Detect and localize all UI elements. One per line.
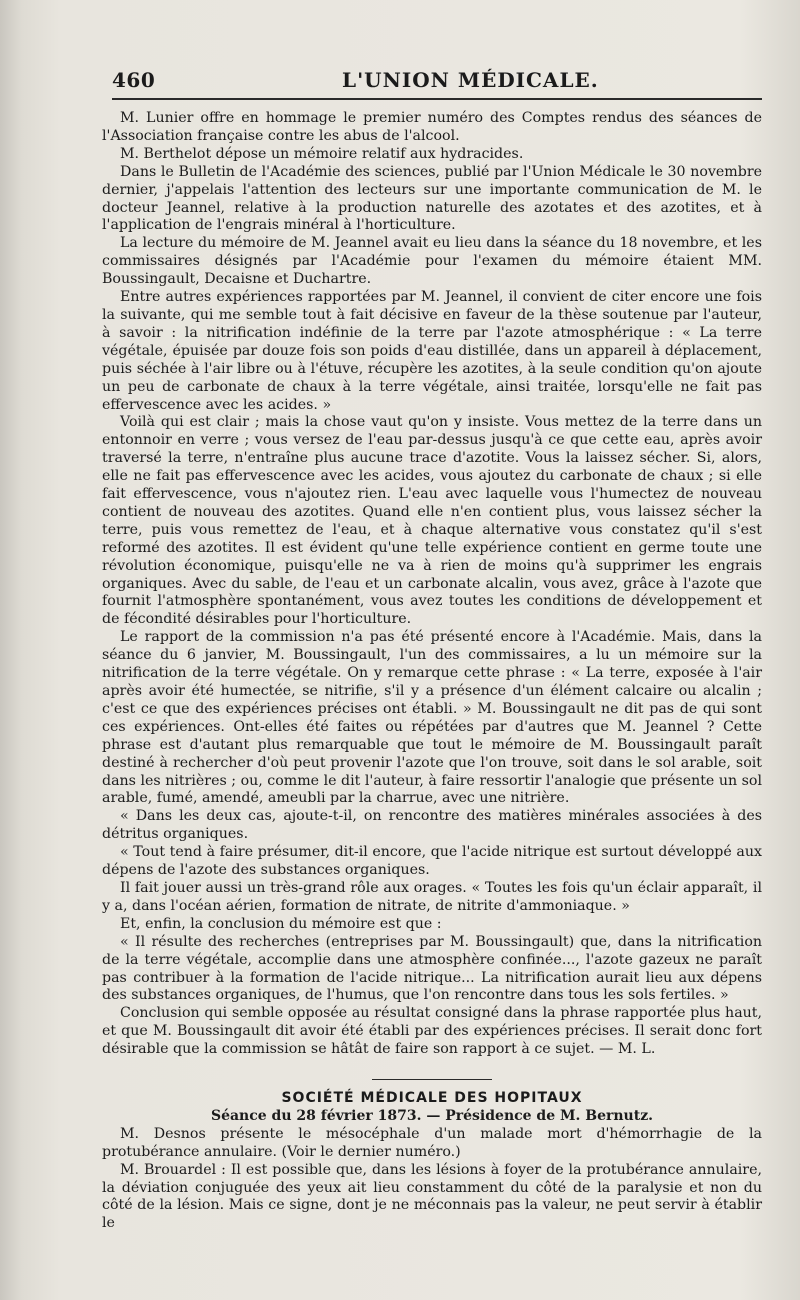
running-head xyxy=(112,68,762,96)
paragraph-quote-tout-tend: « Tout tend à faire présumer, dit-il encore, que l'acide nitrique est surtout développé aux dépens de l'azote des substances organiques. xyxy=(102,844,762,879)
paragraph-berthelot: M. Berthelot dépose un mémoire relatif aux hydracides. xyxy=(120,145,524,162)
section-title: SOCIÉTÉ MÉDICALE DES HOPITAUX xyxy=(281,1090,583,1107)
paragraph-orages: Il fait jouer aussi un très-grand rôle aux orages. « Toutes les fois qu'un éclair apparaît, il y a, dans l'océan aérien, formation de nitrate, de nitrite d'ammoniaque. » xyxy=(102,879,762,914)
paragraph-lunier: M. Lunier offre en hommage le premier numéro des Comptes rendus des séances de l'Association française contre les abus de l'alcool. xyxy=(102,110,762,144)
journal-title: L'UNION MÉDICALE. xyxy=(342,68,599,92)
paragraph-lecture: La lecture du mémoire de M. Jeannel avait eu lieu dans la séance du 18 novembre, et les commissaires désignés par l'Académie pour l'examen du mémoire étaient MM. Boussingault, Decaisne et Duchartre. xyxy=(102,235,762,288)
paragraph-experiences: Entre autres expériences rapportées par M. Jeannel, il convient de citer encore une fois la suivante, qui me semble tout à fait décisive en faveur de la thèse soutenue par l'auteur, à savoir : la nitrification indéfinie de la terre par l'azote atmosphérique : « La terre végétale, épuisée par douze fois son poids d'eau distillée, dans un appareil à déplacement, puis séchée à l'air libre ou à l'étuve, récupère les azotites, à la seule condition qu'on ajoute un peu de carbonate de chaux à la terre végétale, ainsi traitée, lorsqu'elle ne fait pas effervescence avec les acides. » xyxy=(102,289,762,413)
paragraph-quote-resulte: « Il résulte des recherches (entreprises par M. Boussingault) que, dans la nitrification de la terre végétale, accomplie dans une atmosphère confinée..., l'azote gazeux ne paraît pas contribuer à la formation de l'acide nitrique... La nitrification aurait lieu aux dépens des substances organiques, de l'humus, que l'on rencontre dans tous les sols fertiles. » xyxy=(102,933,762,1004)
page-number: 460 xyxy=(112,68,156,92)
section-divider xyxy=(372,1079,492,1080)
paragraph-brouardel: M. Brouardel : Il est possible que, dans les lésions à foyer de la protubérance annulaire, la déviation conjuguée des yeux ait lieu constamment du côté de la paralysie et non du côté de la lésion. Mais ce signe, dont je ne méconnais pas la valeur, ne peut servir à établir le xyxy=(102,1161,762,1232)
paragraph-conclusion-intro: Et, enfin, la conclusion du mémoire est que : xyxy=(120,915,442,932)
header-rule xyxy=(112,98,762,100)
paragraph-voila: Voilà qui est clair ; mais la chose vaut qu'on y insiste. Vous mettez de la terre dans un entonnoir en verre ; vous versez de l'eau par-dessus jusqu'à ce que cette eau, après avoir traversé la terre, n'entraîne plus aucune trace d'azotite. Vous la laissez sécher. Si, alors, elle ne fait pas effervescence avec les acides, vous ajoutez du carbonate de chaux ; si elle fait effervescence, vous n'ajoutez rien. L'eau avec laquelle vous l'humectez de nouveau contient de nouveau des azotites. Quand elle n'en contient plus, vous laissez sécher la terre, puis vous remettez de l'eau, et à chaque alternative vous constatez qu'il s'est reformé des azotites. Il est évident qu'une telle expérience contient en germe toute une révolution économique, puisqu'elle ne va à rien de moins qu'à supprimer les engrais organiques. Avec du sable, de l'eau et un carbonate alcalin, vous avez, grâce à l'azote que fournit l'atmosphère spontanément, vous avez toutes les conditions de développement et de fécondité désirables pour l'horticulture. xyxy=(102,414,762,628)
paragraph-quote-deux-cas: « Dans les deux cas, ajoute-t-il, on rencontre des matières minérales associées à des détritus organiques. xyxy=(102,808,762,843)
session-line: Séance du 28 février 1873. — Présidence de M. Bernutz. xyxy=(210,1107,654,1124)
paragraph-bulletin: Dans le Bulletin de l'Académie des sciences, publié par l'Union Médicale le 30 novembre dernier, j'appelais l'attention des lecteurs sur une importante communication de M. le docteur Jeannel, relative à la production naturelle des azotates et des azotites, et à l'application de l'engrais minéral à l'horticulture. xyxy=(102,163,762,234)
paragraph-desnos: M. Desnos présente le mésocéphale d'un malade mort d'hémorrhagie de la protubérance annulaire. (Voir le dernier numéro.) xyxy=(102,1125,762,1160)
paragraph-rapport: Le rapport de la commission n'a pas été présenté encore à l'Académie. Mais, dans la séance du 6 janvier, M. Boussingault, l'un des commissaires, a lu un mémoire sur la nitrification de la terre végétale. On y remarque cette phrase : « La terre, exposée à l'air après avoir été humectée, se nitrifie, s'il y a présence d'un élément calcaire ou alcalin ; c'est ce que des expériences précises ont établi. » M. Boussingault ne dit pas de qui sont ces expériences. Ont-elles été faites ou répétées par d'autres que M. Jeannel ? Cette phrase est d'autant plus remarquable que tout le mémoire de M. Boussingault paraît destiné à rechercher d'où peut provenir l'azote que l'on trouve, soit dans le sol arable, soit dans les nitrières ; ou, comme le dit l'auteur, à faire ressortir l'analogie que présente un sol arable, fumé, amendé, ameubli par la charrue, avec une nitrière. xyxy=(102,629,762,807)
article-body xyxy=(102,110,762,1233)
paragraph-conclusion: Conclusion qui semble opposée au résultat consigné dans la phrase rapportée plus haut, et que M. Boussingault dit avoir été établi par des expériences précises. Il serait donc fort désirable que la commission se hâtât de faire son rapport à ce sujet. — M. L. xyxy=(102,1005,762,1058)
